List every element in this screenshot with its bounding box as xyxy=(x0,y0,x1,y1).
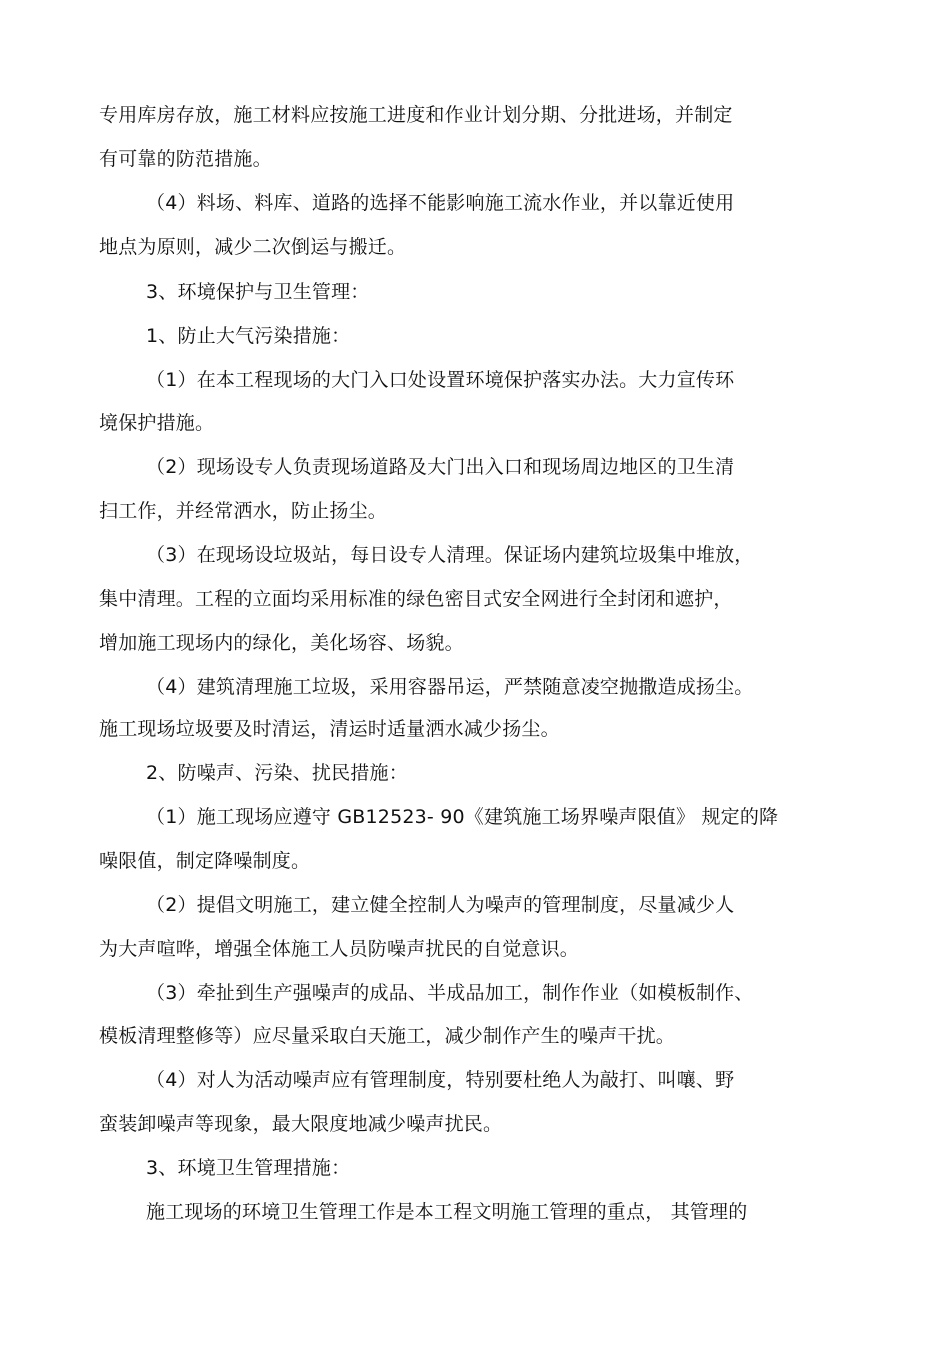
paragraph-line: 施工现场的环境卫生管理工作是本工程文明施工管理的重点， 其管理的 xyxy=(146,1201,748,1223)
paragraph-line: （4）料场、料库、道路的选择不能影响施工流水作业，并以靠近使用 xyxy=(146,192,735,214)
paragraph-line: 有可靠的防范措施。 xyxy=(99,148,272,170)
section-heading: 3、环境保护与卫生管理： xyxy=(146,281,370,303)
paragraph-line: （1）施工现场应遵守 GB12523- 90《建筑施工场界噪声限值》 规定的降 xyxy=(146,806,779,828)
paragraph-line: （1）在本工程现场的大门入口处设置环境保护落实办法。大力宣传环 xyxy=(146,369,735,391)
paragraph-line: 为大声喧哗，增强全体施工人员防噪声扰民的自觉意识。 xyxy=(99,938,580,960)
paragraph-line: （4）建筑清理施工垃圾，采用容器吊运，严禁随意凌空抛撒造成扬尘。 xyxy=(146,676,754,698)
paragraph-line: （2）现场设专人负责现场道路及大门出入口和现场周边地区的卫生清 xyxy=(146,456,735,478)
paragraph-line: 境保护措施。 xyxy=(99,412,215,434)
paragraph-line: （3）在现场设垃圾站，每日设专人清理。保证场内建筑垃圾集中堆放， xyxy=(146,544,754,566)
paragraph-line: 专用库房存放，施工材料应按施工进度和作业计划分期、分批进场，并制定 xyxy=(99,104,733,126)
paragraph-line: （2）提倡文明施工，建立健全控制人为噪声的管理制度，尽量减少人 xyxy=(146,894,735,916)
paragraph-line: 模板清理整修等）应尽量采取白天施工，减少制作产生的噪声干扰。 xyxy=(99,1025,676,1047)
paragraph-line: 集中清理。工程的立面均采用标准的绿色密目式安全网进行全封闭和遮护， xyxy=(99,588,733,610)
paragraph-line: 地点为原则，减少二次倒运与搬迁。 xyxy=(99,236,407,258)
paragraph-line: 施工现场垃圾要及时清运，清运时适量洒水减少扬尘。 xyxy=(99,718,560,740)
subsection-heading: 3、环境卫生管理措施： xyxy=(146,1157,351,1179)
subsection-heading: 1、防止大气污染措施： xyxy=(146,325,351,347)
paragraph-line: 噪限值，制定降噪制度。 xyxy=(99,850,311,872)
paragraph-line: 增加施工现场内的绿化，美化场容、场貌。 xyxy=(99,632,464,654)
subsection-heading: 2、防噪声、污染、扰民措施： xyxy=(146,762,408,784)
paragraph-line: （4）对人为活动噪声应有管理制度，特别要杜绝人为敲打、叫嚷、野 xyxy=(146,1069,735,1091)
paragraph-line: 扫工作，并经常洒水，防止扬尘。 xyxy=(99,500,388,522)
paragraph-line: （3）牵扯到生产强噪声的成品、半成品加工，制作作业（如模板制作、 xyxy=(146,982,754,1004)
paragraph-line: 蛮装卸噪声等现象，最大限度地减少噪声扰民。 xyxy=(99,1113,503,1135)
